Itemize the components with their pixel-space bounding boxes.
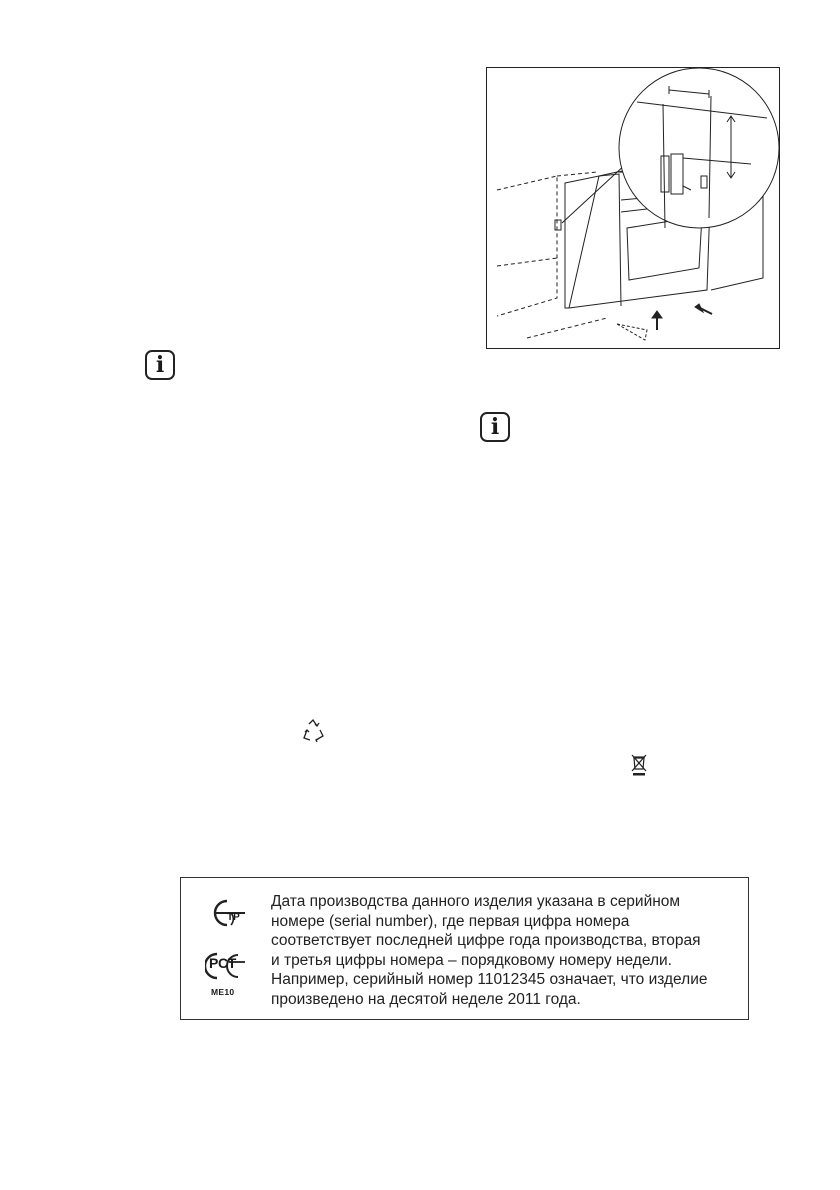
crossed-bin-icon <box>631 754 647 776</box>
notice-line: соответствует последней цифре года производства, вторая <box>271 932 701 949</box>
pct-mark-letters: РСТ <box>209 955 237 971</box>
info-icon: i <box>480 412 510 442</box>
recycle-icon <box>300 718 326 744</box>
info-icon: i <box>145 350 175 380</box>
certification-notice <box>180 877 749 1020</box>
notice-line: произведено на десятой неделе 2011 года. <box>271 990 581 1008</box>
notice-line: Например, серийный номер 11012345 означает, что изделие <box>271 971 708 988</box>
pct-certification-mark <box>205 950 247 982</box>
notice-line: и третья цифры номера – порядковому номеру недели. <box>271 951 672 969</box>
notice-line: Дата производства данного изделия указана в серийном <box>271 893 681 910</box>
notice-text <box>271 892 741 1009</box>
tr-mark-letters: ТР <box>227 912 240 923</box>
cert-code: ME10 <box>211 987 235 997</box>
tr-certification-mark <box>205 898 247 928</box>
notice-line: номере (serial number), где первая цифра номера <box>271 912 630 930</box>
installation-diagram <box>486 67 780 349</box>
oven-installation-drawing <box>487 68 779 348</box>
